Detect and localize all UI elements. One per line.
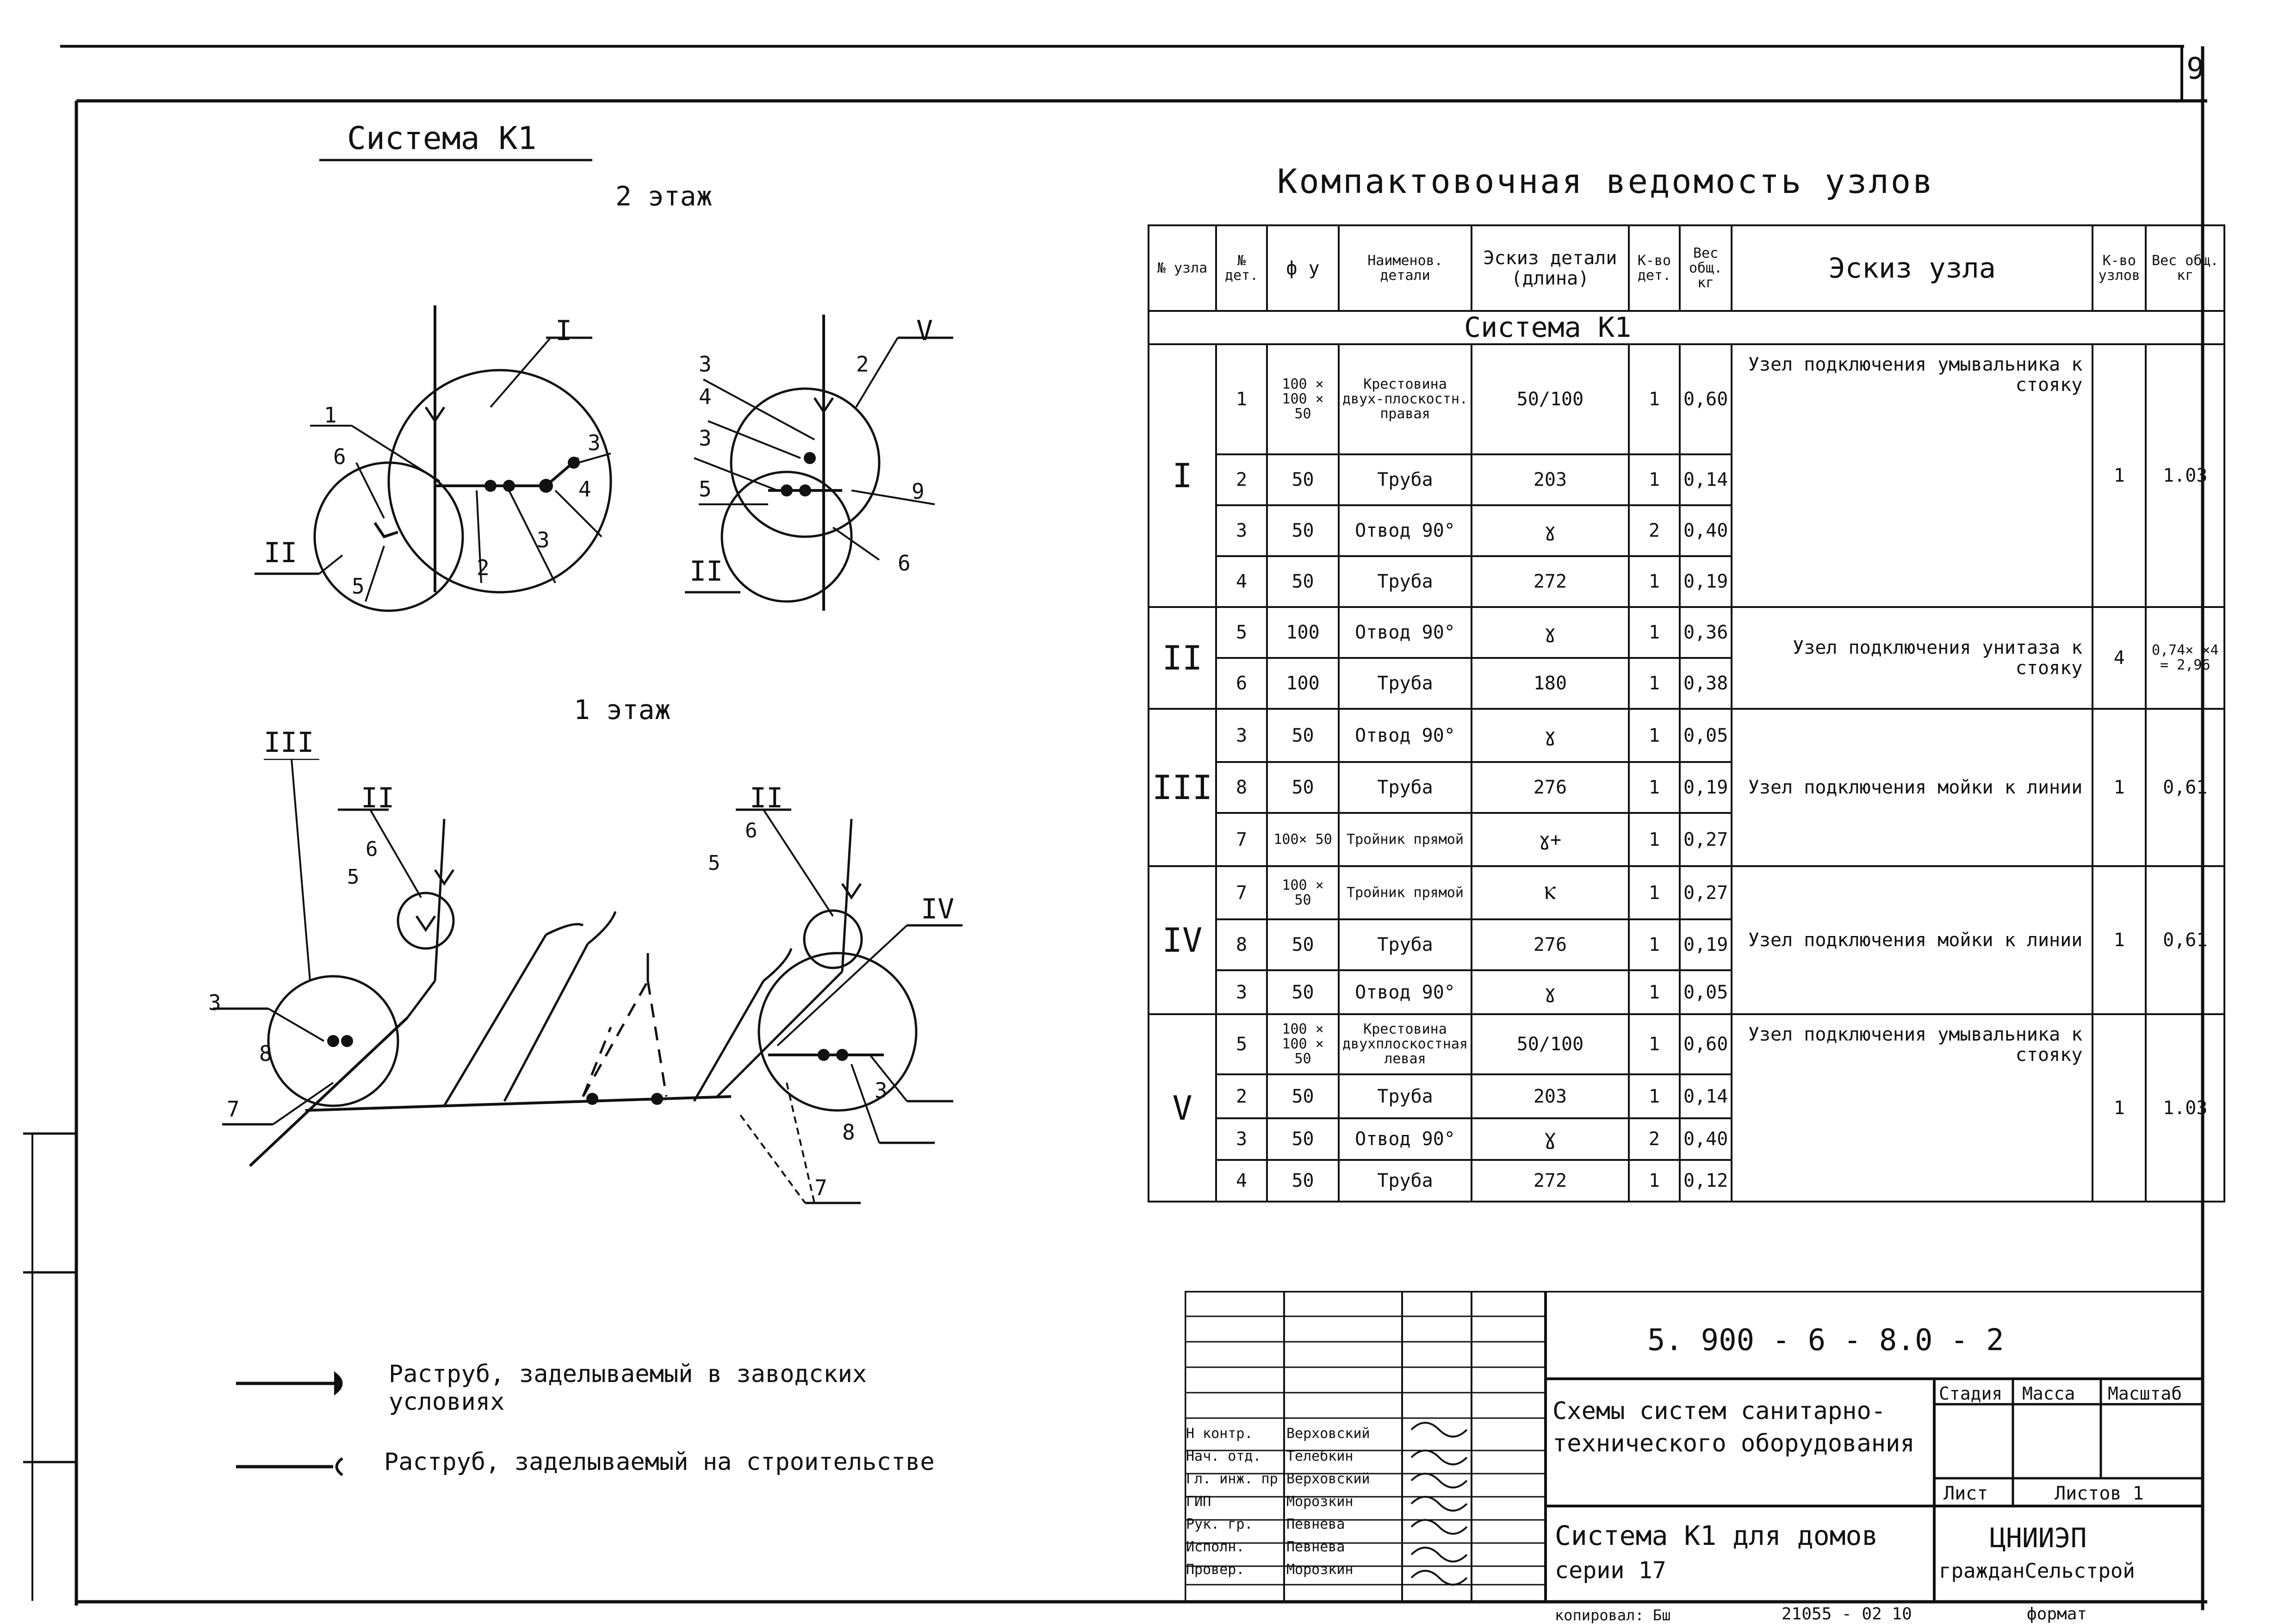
floor2-detail-label: 3	[537, 527, 550, 552]
node-count: 1	[2093, 866, 2146, 1014]
detail-sketch: 272	[1472, 556, 1629, 607]
floor1-detail-label: 7	[814, 1175, 827, 1200]
stamp-role: ГИП	[1186, 1494, 1211, 1510]
floor1-node-label: III	[264, 726, 314, 759]
elbow-sketch-icon: ɣ	[1472, 970, 1629, 1014]
floor2-node-label: I	[555, 315, 572, 347]
table-row	[1149, 709, 2224, 762]
system-row-label: Система К1	[1149, 311, 2224, 344]
floor1-detail-label: 5	[708, 851, 720, 875]
detail-name: Отвод 90°	[1339, 607, 1472, 658]
stamp-name: Певнева	[1286, 1516, 1345, 1532]
floor1-detail-label: 6	[745, 819, 758, 843]
table-row	[1149, 344, 2224, 454]
detail-weight: 0,12	[1680, 1160, 1732, 1202]
floor2-detail-label: 5	[699, 477, 712, 502]
detail-sketch: 272	[1472, 1160, 1629, 1202]
stamp-role: Рук. гр.	[1186, 1516, 1253, 1532]
node-count: 4	[2093, 607, 2146, 709]
detail-name: Отвод 90°	[1339, 970, 1472, 1014]
detail-qty: 1	[1629, 762, 1680, 813]
floor2-detail-label: 9	[912, 479, 925, 504]
floor2-detail-label: 3	[588, 430, 601, 455]
floor1-node-label: II	[361, 782, 395, 814]
site-socket-icon	[231, 1453, 352, 1481]
detail-number: 8	[1216, 919, 1267, 970]
node-weight: 1.03	[2146, 344, 2224, 607]
detail-number: 3	[1216, 505, 1267, 556]
detail-weight: 0,36	[1680, 607, 1732, 658]
detail-weight: 0,60	[1680, 1014, 1732, 1074]
detail-name: Труба	[1339, 658, 1472, 709]
floor2-detail-label: 6	[898, 551, 911, 576]
header-node-weight: Вес общ. кг	[2146, 225, 2224, 311]
detail-number: 3	[1216, 970, 1267, 1014]
floor2-detail-label: 6	[333, 444, 346, 469]
detail-qty: 2	[1629, 1118, 1680, 1160]
header-node-sketch: Эскиз узла	[1732, 225, 2093, 311]
document-code: 5. 900 - 6 - 8.0 - 2	[1647, 1323, 2004, 1357]
detail-weight: 0,38	[1680, 658, 1732, 709]
node-count: 1	[2093, 344, 2146, 607]
detail-weight: 0,14	[1680, 1074, 1732, 1118]
floor2-node-label: II	[264, 537, 298, 569]
detail-number: 1	[1216, 344, 1267, 454]
detail-qty: 1	[1629, 454, 1680, 505]
detail-qty: 1	[1629, 556, 1680, 607]
node-weight: 0,74× ×4 = 2,96	[2146, 607, 2224, 709]
stamp-sheets-label: Листов 1	[2055, 1483, 2144, 1504]
node-description: Узел подключения мойки к линии	[1732, 866, 2093, 1014]
detail-dy: 50	[1267, 919, 1339, 970]
stamp-org-line2: гражданСельстрой	[1939, 1559, 2135, 1583]
detail-number: 8	[1216, 762, 1267, 813]
components-table	[1148, 224, 2225, 1203]
floor2-title: 2 этаж	[615, 180, 713, 212]
stamp-name: Певнева	[1286, 1539, 1345, 1555]
node-number: IV	[1149, 866, 1216, 1014]
stamp-roles	[1186, 1422, 1284, 1581]
detail-name: Труба	[1339, 454, 1472, 505]
stamp-role: Нач. отд.	[1186, 1448, 1261, 1464]
detail-name: Труба	[1339, 919, 1472, 970]
stamp-role: Гл. инж. пр	[1186, 1471, 1278, 1487]
stamp-role: Н контр.	[1186, 1426, 1253, 1442]
header-detail-no: № дет.	[1216, 225, 1267, 311]
stamp-name: Телебкин	[1286, 1448, 1354, 1464]
table-row	[1149, 1014, 2224, 1074]
detail-sketch: 50/100	[1472, 344, 1629, 454]
elbow-sketch-icon: ɣ	[1472, 709, 1629, 762]
node-count: 1	[2093, 709, 2146, 866]
elbow-sketch-icon: Ɣ	[1472, 1118, 1629, 1160]
node-description: Узел подключения умывальника к стояку	[1732, 344, 2093, 607]
footer-copied: копировал: Бш	[1555, 1606, 1671, 1624]
floor2-detail-label: 5	[352, 574, 365, 599]
page-number: 9	[2186, 52, 2204, 86]
floor2-node-label: II	[689, 555, 723, 588]
detail-name: Отвод 90°	[1339, 505, 1472, 556]
stamp-name: Верховский	[1286, 1471, 1370, 1487]
detail-sketch: 180	[1472, 658, 1629, 709]
stamp-names	[1286, 1422, 1402, 1581]
detail-qty: 1	[1629, 866, 1680, 919]
detail-dy: 100	[1267, 607, 1339, 658]
detail-number: 4	[1216, 1160, 1267, 1202]
detail-name: Отвод 90°	[1339, 1118, 1472, 1160]
stamp-role: Провер.	[1186, 1562, 1245, 1578]
detail-name: Труба	[1339, 1160, 1472, 1202]
floor1-detail-label: 6	[366, 837, 378, 861]
table-row	[1149, 607, 2224, 658]
floor2-node-label: V	[916, 315, 933, 347]
detail-dy: 50	[1267, 556, 1339, 607]
detail-sketch: 276	[1472, 919, 1629, 970]
detail-dy: 50	[1267, 454, 1339, 505]
detail-dy: 50	[1267, 1118, 1339, 1160]
floor2-diagram	[231, 287, 1018, 657]
node-weight: 0,61	[2146, 709, 2224, 866]
header-detail-name: Наименов. детали	[1339, 225, 1472, 311]
table-header-row	[1149, 225, 2224, 311]
floor2-detail-label: 1	[324, 403, 337, 428]
detail-number: 5	[1216, 1014, 1267, 1074]
stamp-sheet-label: Лист	[1943, 1483, 1988, 1504]
detail-weight: 0,05	[1680, 970, 1732, 1014]
node-number: III	[1149, 709, 1216, 866]
detail-weight: 0,19	[1680, 919, 1732, 970]
detail-dy: 50	[1267, 1074, 1339, 1118]
floor1-detail-label: 8	[259, 1041, 272, 1066]
detail-sketch: 203	[1472, 1074, 1629, 1118]
stamp-subtitle-line2: серии 17	[1555, 1557, 1666, 1584]
elbow-sketch-icon: ɣ	[1472, 607, 1629, 658]
detail-qty: 1	[1629, 813, 1680, 866]
floor2-detail-label: 3	[699, 426, 712, 451]
detail-dy: 100× 50	[1267, 813, 1339, 866]
detail-qty: 1	[1629, 709, 1680, 762]
tee-sketch-icon: ɣ+	[1472, 813, 1629, 866]
detail-dy: 100 × 100 × 50	[1267, 344, 1339, 454]
floor1-detail-label: 3	[875, 1078, 888, 1103]
detail-weight: 0,27	[1680, 813, 1732, 866]
stamp-role: Исполн.	[1186, 1539, 1245, 1555]
stamp-name: Морозкин	[1286, 1494, 1354, 1510]
floor2-detail-label: 4	[578, 477, 591, 502]
floor1-node-label: IV	[921, 893, 955, 925]
stamp-org-line1: ЦНИИЭП	[1990, 1522, 2087, 1554]
detail-qty: 1	[1629, 344, 1680, 454]
detail-sketch: 203	[1472, 454, 1629, 505]
legend-factory-text: Раструб, заделываемый в заводских	[389, 1360, 867, 1388]
legend-site-text: Раструб, заделываемый на строительстве	[384, 1448, 935, 1476]
detail-dy: 50	[1267, 1160, 1339, 1202]
detail-qty: 1	[1629, 658, 1680, 709]
floor1-title: 1 этаж	[574, 694, 671, 725]
detail-number: 5	[1216, 607, 1267, 658]
detail-qty: 1	[1629, 1014, 1680, 1074]
detail-name: Труба	[1339, 762, 1472, 813]
detail-weight: 0,14	[1680, 454, 1732, 505]
factory-socket-icon	[231, 1370, 352, 1397]
header-detail-sketch: Эскиз детали (длина)	[1472, 225, 1629, 311]
detail-name: Тройник прямой	[1339, 866, 1472, 919]
detail-dy: 50	[1267, 762, 1339, 813]
detail-name: Крестовина двух-плоскостн. правая	[1339, 344, 1472, 454]
node-number: I	[1149, 344, 1216, 607]
detail-dy: 100 × 100 × 50	[1267, 1014, 1339, 1074]
system-title: Система К1	[347, 120, 537, 157]
detail-number: 6	[1216, 658, 1267, 709]
floor1-detail-label: 3	[208, 990, 221, 1015]
floor1-diagram	[185, 759, 1018, 1221]
node-description: Узел подключения унитаза к стояку	[1732, 607, 2093, 709]
elbow-sketch-icon: ɣ	[1472, 505, 1629, 556]
system-title-underline	[319, 157, 597, 163]
footer-number: 21055 - 02 10	[1782, 1605, 1912, 1624]
detail-weight: 0,19	[1680, 762, 1732, 813]
detail-dy: 100 × 50	[1267, 866, 1339, 919]
floor1-detail-label: 8	[842, 1120, 855, 1145]
detail-name: Труба	[1339, 556, 1472, 607]
detail-qty: 1	[1629, 607, 1680, 658]
floor1-detail-label: 5	[347, 865, 360, 889]
header-node-no: № узла	[1149, 225, 1216, 311]
detail-number: 7	[1216, 813, 1267, 866]
detail-name: Крестовина двухплоскостная левая	[1339, 1014, 1472, 1074]
detail-qty: 1	[1629, 919, 1680, 970]
detail-number: 3	[1216, 1118, 1267, 1160]
detail-weight: 0,40	[1680, 505, 1732, 556]
detail-weight: 0,27	[1680, 866, 1732, 919]
detail-name: Труба	[1339, 1074, 1472, 1118]
node-number: V	[1149, 1014, 1216, 1202]
node-weight: 0,61	[2146, 866, 2224, 1014]
node-description: Узел подключения умывальника к стояку	[1732, 1014, 2093, 1202]
footer-format: формат	[2027, 1605, 2087, 1624]
detail-number: 3	[1216, 709, 1267, 762]
header-node-qty: К-во узлов	[2093, 225, 2146, 311]
stamp-scale-label: Масштаб	[2108, 1383, 2182, 1404]
node-number: II	[1149, 607, 1216, 709]
system-row	[1149, 311, 2224, 344]
header-detail-weight: Вес общ. кг	[1680, 225, 1732, 311]
detail-number: 7	[1216, 866, 1267, 919]
detail-number: 4	[1216, 556, 1267, 607]
node-description: Узел подключения мойки к линии	[1732, 709, 2093, 866]
header-dy: ф у	[1267, 225, 1339, 311]
detail-weight: 0,60	[1680, 344, 1732, 454]
detail-weight: 0,40	[1680, 1118, 1732, 1160]
floor2-detail-label: 4	[699, 384, 712, 409]
detail-weight: 0,05	[1680, 709, 1732, 762]
stamp-stage-label: Стадия	[1939, 1383, 2003, 1404]
detail-dy: 50	[1267, 505, 1339, 556]
node-count: 1	[2093, 1014, 2146, 1202]
floor1-node-label: II	[750, 782, 783, 814]
floor2-detail-label: 2	[856, 352, 869, 377]
detail-number: 2	[1216, 454, 1267, 505]
detail-dy: 50	[1267, 970, 1339, 1014]
stamp-subtitle-line1: Система К1 для домов	[1555, 1520, 1878, 1551]
stamp-title-line1: Схемы систем санитарно-	[1552, 1397, 1886, 1425]
detail-name: Отвод 90°	[1339, 709, 1472, 762]
header-detail-qty: К-во дет.	[1629, 225, 1680, 311]
stamp-name: Верховский	[1286, 1426, 1370, 1442]
stamp-title-line2: технического оборудования	[1552, 1430, 1915, 1457]
floor1-detail-label: 7	[227, 1097, 240, 1122]
detail-qty: 1	[1629, 1074, 1680, 1118]
stamp-mass-label: Масса	[2022, 1383, 2075, 1404]
detail-name: Тройник прямой	[1339, 813, 1472, 866]
stamp-name: Морозкин	[1286, 1562, 1354, 1578]
node-weight: 1.03	[2146, 1014, 2224, 1202]
detail-weight: 0,19	[1680, 556, 1732, 607]
detail-dy: 50	[1267, 709, 1339, 762]
detail-qty: 1	[1629, 970, 1680, 1014]
detail-qty: 2	[1629, 505, 1680, 556]
table-row	[1149, 866, 2224, 919]
legend-factory-text-2: условиях	[389, 1388, 505, 1416]
detail-sketch: 50/100	[1472, 1014, 1629, 1074]
tee-sketch-icon: Ⲕ	[1472, 866, 1629, 919]
floor2-detail-label: 2	[477, 555, 490, 580]
detail-sketch: 276	[1472, 762, 1629, 813]
table-title: Компактовочная ведомость узлов	[1277, 162, 1935, 201]
detail-dy: 100	[1267, 658, 1339, 709]
detail-qty: 1	[1629, 1160, 1680, 1202]
floor2-detail-label: 3	[699, 352, 712, 377]
detail-number: 2	[1216, 1074, 1267, 1118]
